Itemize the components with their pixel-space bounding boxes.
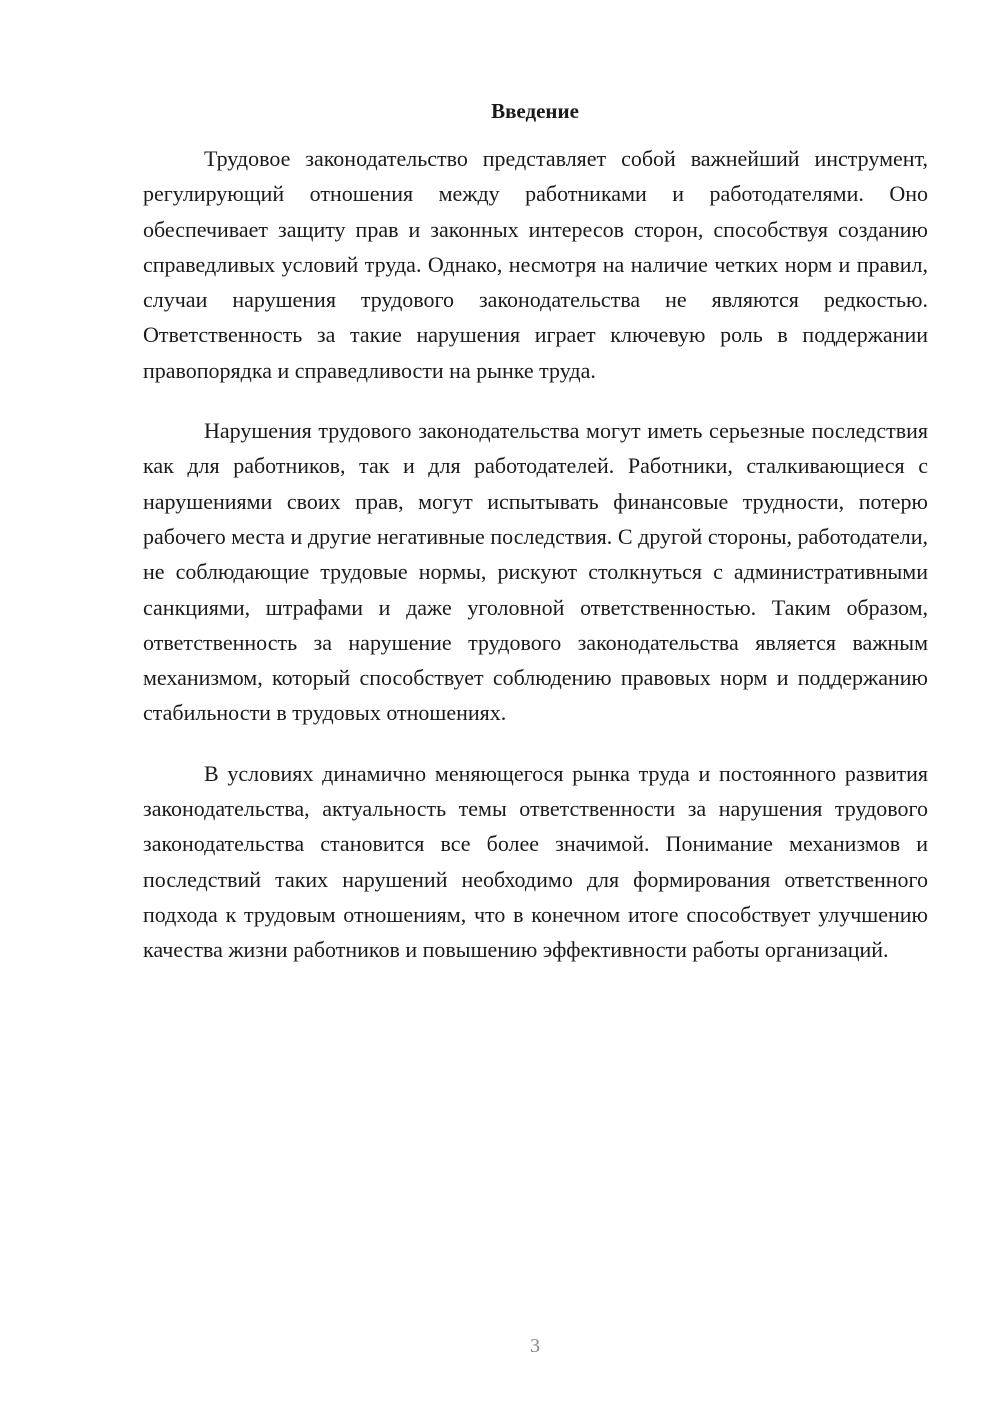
body-text — [143, 141, 928, 968]
page-number: 3 — [530, 1335, 540, 1357]
paragraph-3: В условиях динамично меняющегося рынка труда и постоянного развития законодательства, актуальность темы ответственности за нарушения трудового законодательства становится все более значимой. Понимание механизмов и последствий таких нарушений необходимо для формирования ответственного подхода к трудовым отношениям, что в конечном итоге способствует улучшению качества жизни работников и повышению эффективности работы организаций. — [143, 760, 928, 963]
section-heading: Введение — [491, 99, 579, 123]
paragraph-2: Нарушения трудового законодательства могут иметь серьезные последствия как для работников, так и для работодателей. Работники, сталкивающиеся с нарушениями своих прав, могут испытывать финансовые трудности, потерю рабочего места и другие негативные последствия. С другой стороны, работодатели, не соблюдающие трудовые нормы, рискуют столкнуться с административными санкциями, штрафами и даже уголовной ответственностью. Таким образом, ответственность за нарушение трудового законодательства является важным механизмом, который способствует соблюдению правовых норм и поддержанию стабильности в трудовых отношениях. — [143, 418, 928, 726]
paragraph-1: Трудовое законодательство представляет собой важнейший инструмент, регулирующий отношения между работниками и работодателями. Оно обеспечивает защиту прав и законных интересов сторон, способствуя созданию справедливых условий труда. Однако, несмотря на наличие четких норм и правил, случаи нарушения трудового законодательства не являются редкостью. Ответственность за такие нарушения играет ключевую роль в поддержании правопорядка и справедливости на рынке труда. — [143, 146, 928, 383]
